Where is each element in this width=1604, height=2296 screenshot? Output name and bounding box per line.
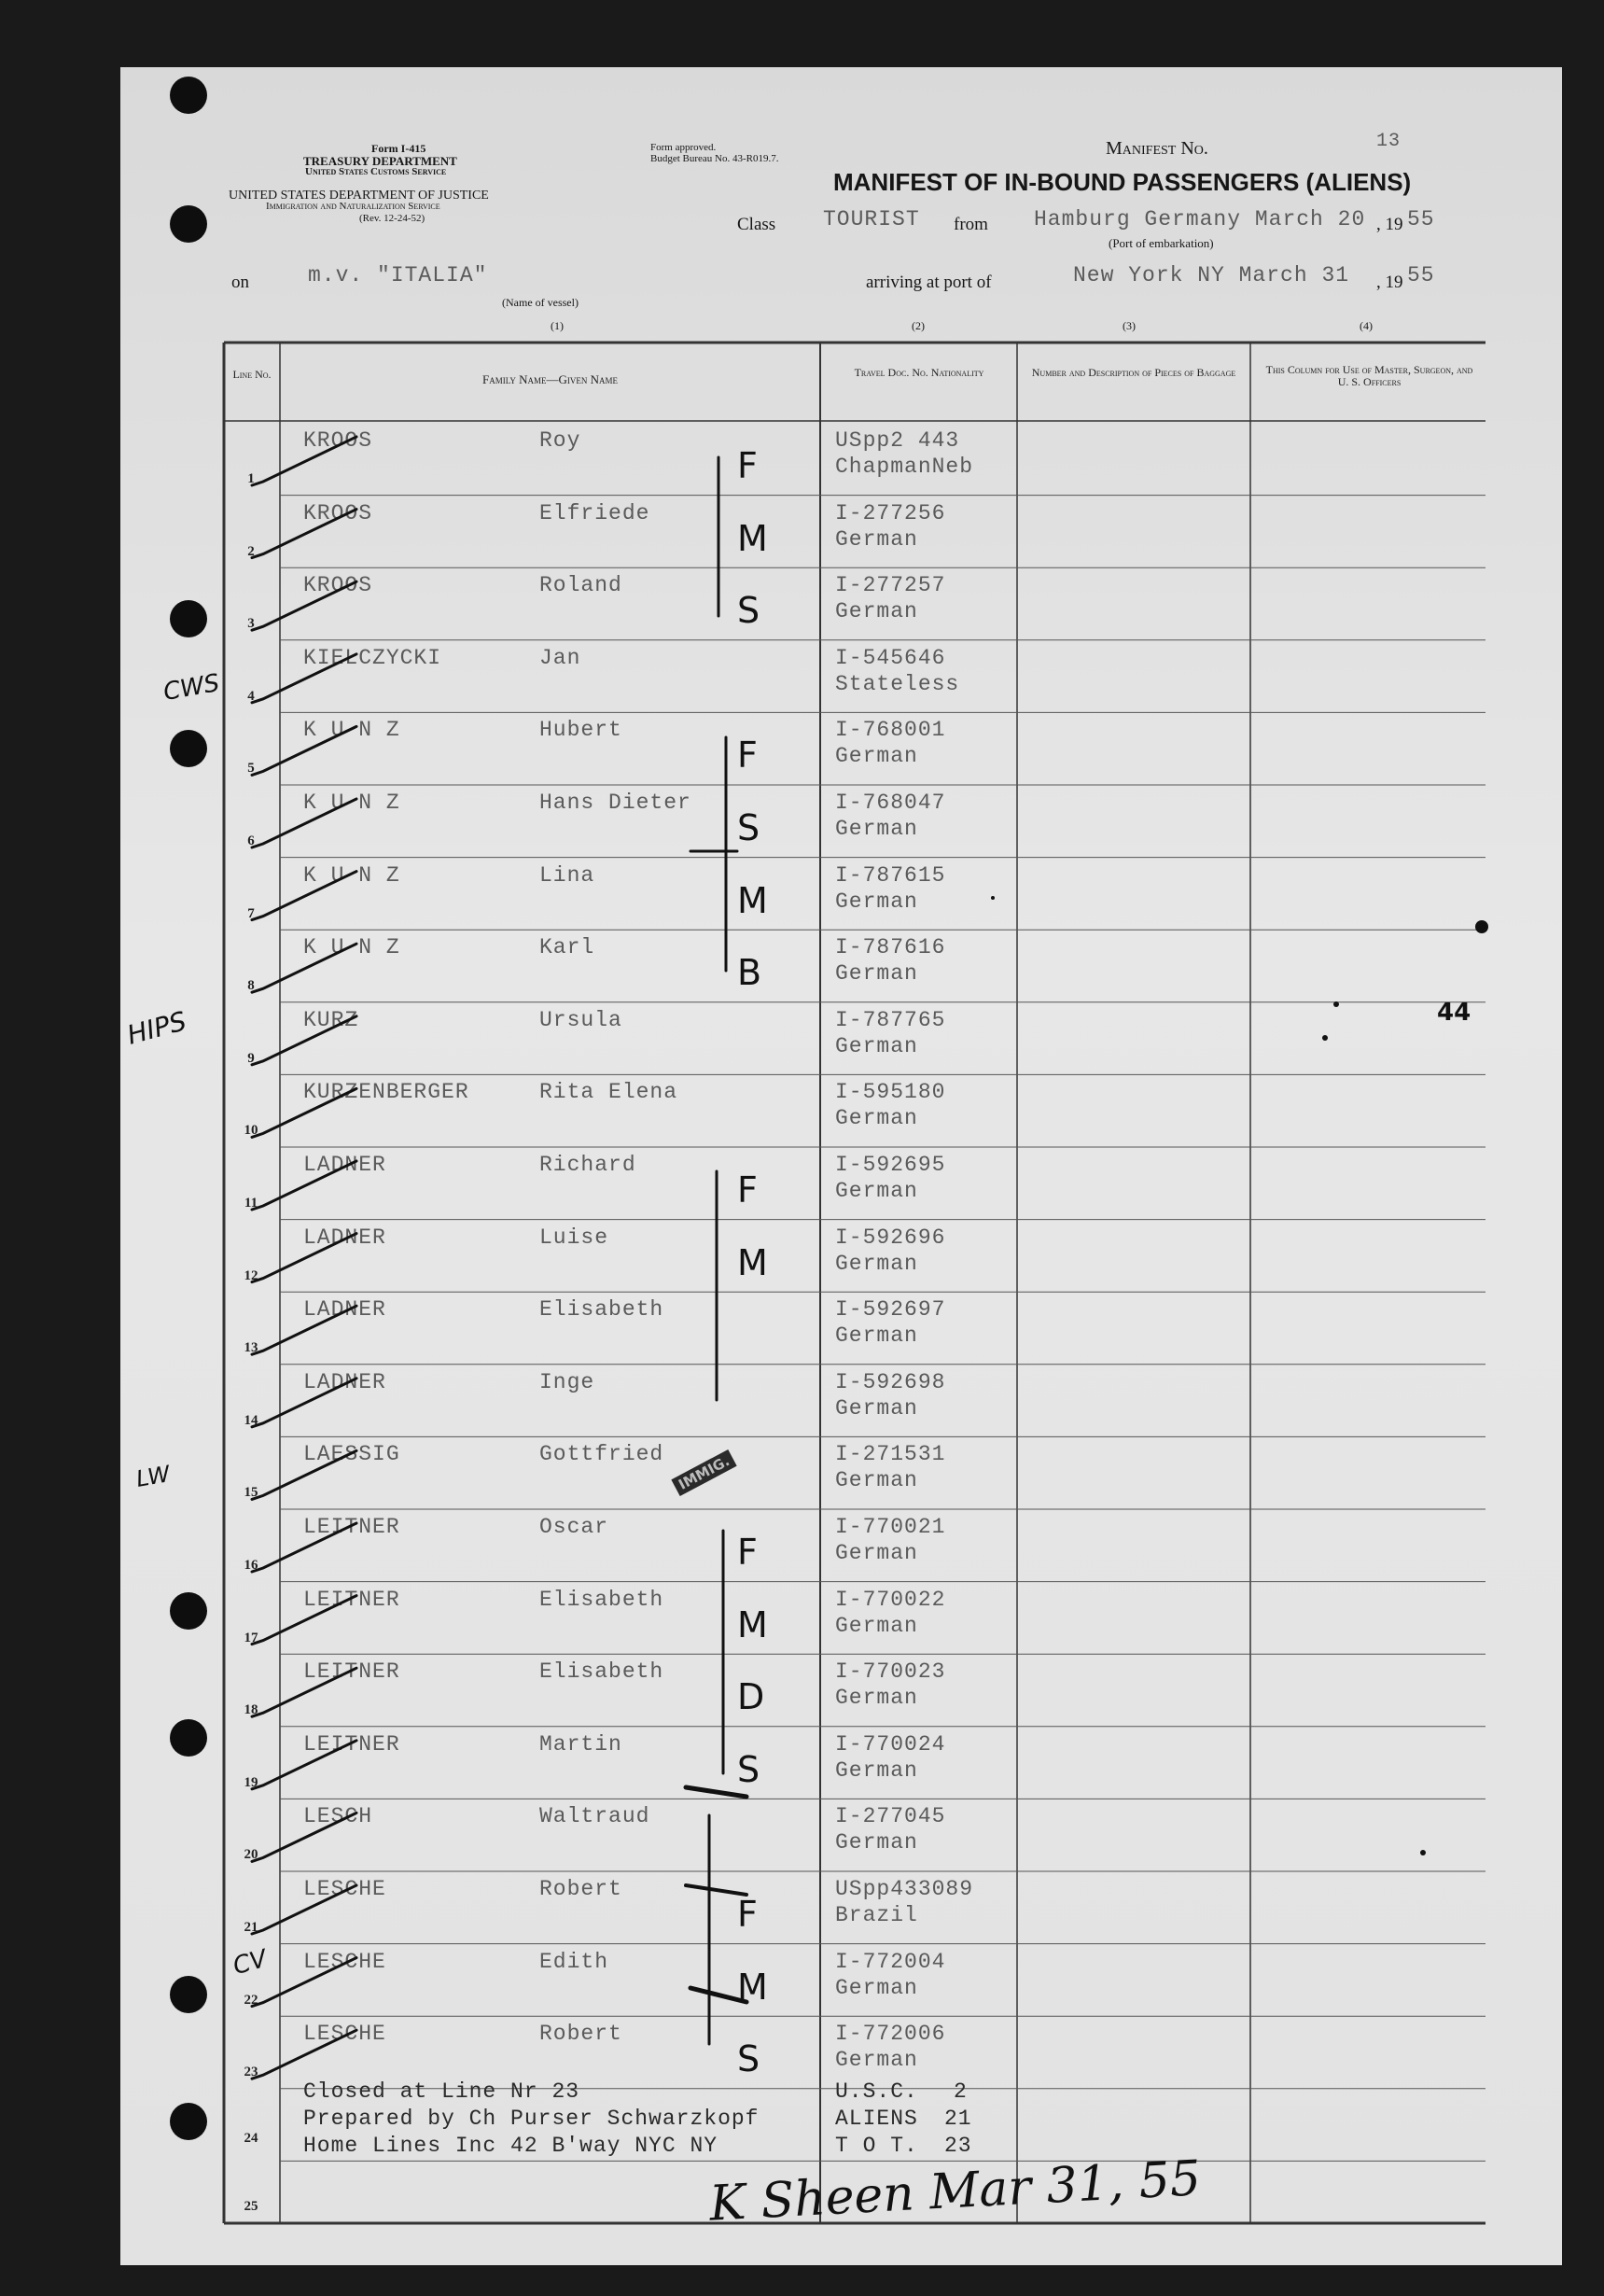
given-name: Inge bbox=[539, 1369, 595, 1394]
check-mark bbox=[252, 510, 356, 558]
relation-mark: S bbox=[737, 590, 760, 632]
family-name: LADNER bbox=[303, 1153, 386, 1177]
nationality: German bbox=[835, 1323, 918, 1349]
check-mark bbox=[252, 872, 356, 920]
check-mark bbox=[252, 1234, 356, 1282]
given-name: Oscar bbox=[539, 1515, 609, 1539]
nationality: German bbox=[835, 1395, 918, 1421]
family-name: LESCHE bbox=[303, 2022, 386, 2047]
travel-doc-number: I-770021 bbox=[835, 1515, 946, 1539]
nationality: German bbox=[835, 1106, 918, 1131]
family-name: K U N Z bbox=[303, 935, 400, 960]
relation-mark: M bbox=[737, 1241, 768, 1283]
ins-service: Immigration and Naturalization Service bbox=[266, 201, 440, 212]
relation-mark: M bbox=[737, 517, 768, 559]
line-number: 5 bbox=[247, 761, 255, 777]
relation-mark: M bbox=[737, 879, 768, 921]
handwritten-44: 44 bbox=[1437, 999, 1471, 1027]
handwritten-cws: CWS bbox=[160, 668, 222, 707]
vessel-name: m.v. "ITALIA" bbox=[308, 263, 488, 287]
year2-value: 55 bbox=[1407, 263, 1435, 287]
nationality: German bbox=[835, 2048, 918, 2073]
nationality: German bbox=[835, 744, 918, 769]
line-number: 15 bbox=[244, 1485, 258, 1501]
usc-count: 2 bbox=[954, 2079, 968, 2104]
line-number: 12 bbox=[244, 1267, 258, 1283]
travel-doc-number: I-592697 bbox=[835, 1297, 946, 1323]
class-label: Class bbox=[737, 215, 776, 234]
nationality: Stateless bbox=[835, 671, 960, 696]
from-value: Hamburg Germany March 20 bbox=[1034, 207, 1366, 231]
line-number: 23 bbox=[244, 2065, 258, 2080]
given-name: Robert bbox=[539, 1877, 622, 1901]
header-officer-use: This Column for Use of Master, Surgeon, and U. S. Officers bbox=[1265, 363, 1473, 388]
year1-value: 55 bbox=[1407, 207, 1435, 231]
officer-signature: K Sheen Mar 31, 55 bbox=[707, 2150, 1203, 2233]
check-mark bbox=[252, 1088, 356, 1137]
check-mark bbox=[252, 1161, 356, 1210]
nationality: German bbox=[835, 1541, 918, 1565]
travel-doc-number: I-595180 bbox=[835, 1080, 946, 1105]
customs-service: United States Customs Service bbox=[305, 166, 447, 177]
check-mark bbox=[252, 1306, 356, 1354]
given-name: Waltraud bbox=[539, 1804, 650, 1829]
check-mark bbox=[252, 1523, 356, 1572]
check-mark bbox=[252, 2030, 356, 2079]
arriving-value: New York NY March 31 bbox=[1073, 263, 1350, 287]
nationality: German bbox=[835, 817, 918, 841]
travel-doc-number: I-545646 bbox=[835, 645, 946, 670]
line-number-25: 25 bbox=[244, 2199, 258, 2214]
given-name: Jan bbox=[539, 645, 581, 670]
line-number: 22 bbox=[244, 1992, 258, 2008]
nationality: German bbox=[835, 1757, 918, 1783]
budget-bureau: Budget Bureau No. 43-R019.7. bbox=[650, 153, 779, 164]
relation-mark: M bbox=[737, 1966, 768, 2008]
family-name: LEITNER bbox=[303, 1515, 400, 1539]
travel-doc-number: I-768047 bbox=[835, 791, 946, 815]
given-name: Rita Elena bbox=[539, 1080, 678, 1105]
given-name: Hubert bbox=[539, 718, 622, 743]
family-name: LESCHE bbox=[303, 1949, 386, 1974]
line-number-24: 24 bbox=[244, 2131, 258, 2146]
given-name: Ursula bbox=[539, 1007, 622, 1032]
nationality: German bbox=[835, 961, 918, 987]
year2-prefix: , 19 bbox=[1376, 273, 1403, 292]
travel-doc-number: I-592698 bbox=[835, 1369, 946, 1394]
manifest-no-value: 13 bbox=[1376, 131, 1402, 152]
check-mark bbox=[252, 799, 356, 847]
given-name: Elisabeth bbox=[539, 1297, 664, 1323]
relation-mark: F bbox=[737, 1532, 758, 1573]
family-name: LEITNER bbox=[303, 1587, 400, 1612]
family-name: KURZ bbox=[303, 1007, 359, 1032]
col-number-1: (1) bbox=[551, 319, 564, 332]
family-name: KROOS bbox=[303, 573, 373, 598]
line-number: 10 bbox=[244, 1123, 258, 1139]
travel-doc-number: I-277045 bbox=[835, 1804, 946, 1829]
relation-mark: S bbox=[737, 1748, 760, 1790]
line-number: 21 bbox=[244, 1920, 258, 1935]
from-label: from bbox=[954, 215, 988, 234]
given-name: Edith bbox=[539, 1949, 609, 1974]
aliens-count: 21 bbox=[944, 2107, 972, 2131]
nationality: German bbox=[835, 599, 918, 624]
on-label: on bbox=[231, 273, 249, 292]
travel-doc-number: I-770022 bbox=[835, 1587, 946, 1612]
family-name: LESCHE bbox=[303, 1877, 386, 1901]
travel-doc-number: USpp2 443 bbox=[835, 428, 960, 453]
manifest-no-label: Manifest No. bbox=[1106, 138, 1208, 159]
line-number: 20 bbox=[244, 1847, 258, 1863]
shipping-line: Home Lines Inc 42 B'way NYC NY bbox=[303, 2134, 718, 2158]
travel-doc-number: I-772004 bbox=[835, 1949, 946, 1974]
check-mark bbox=[252, 1741, 356, 1789]
nationality: ChapmanNeb bbox=[835, 455, 974, 479]
line-number: 3 bbox=[247, 616, 255, 632]
line-number: 13 bbox=[244, 1340, 258, 1356]
travel-doc-number: I-770023 bbox=[835, 1659, 946, 1685]
line-number: 7 bbox=[247, 905, 255, 921]
check-mark bbox=[252, 1016, 356, 1065]
family-name: KROOS bbox=[303, 428, 373, 453]
family-name: KURZENBERGER bbox=[303, 1080, 469, 1105]
given-name: Roland bbox=[539, 573, 622, 598]
check-mark bbox=[252, 1668, 356, 1716]
revision-date: (Rev. 12-24-52) bbox=[359, 213, 425, 224]
check-mark bbox=[252, 654, 356, 703]
line-number: 18 bbox=[244, 1702, 258, 1718]
given-name: Karl bbox=[539, 935, 595, 960]
given-name: Luise bbox=[539, 1225, 609, 1250]
family-name: LESCH bbox=[303, 1804, 373, 1829]
col-number-4: (4) bbox=[1360, 319, 1373, 332]
travel-doc-number: I-787616 bbox=[835, 935, 946, 960]
handwritten-cv: CV bbox=[230, 1944, 271, 1981]
family-name: LEITNER bbox=[303, 1659, 400, 1685]
justice-dept: UNITED STATES DEPARTMENT OF JUSTICE bbox=[229, 189, 489, 203]
nationality: German bbox=[835, 1468, 918, 1493]
header-baggage: Number and Description of Pieces of Baggage bbox=[1031, 366, 1236, 379]
line-number: 1 bbox=[247, 471, 255, 486]
travel-doc-number: I-592695 bbox=[835, 1153, 946, 1177]
nationality: German bbox=[835, 1613, 918, 1638]
family-name: LADNER bbox=[303, 1369, 386, 1394]
check-mark bbox=[252, 726, 356, 775]
relation-mark: M bbox=[737, 1603, 768, 1645]
arriving-label: arriving at port of bbox=[866, 273, 992, 292]
check-mark bbox=[252, 437, 356, 485]
check-mark bbox=[252, 1596, 356, 1645]
nationality: German bbox=[835, 1251, 918, 1276]
given-name: Hans Dieter bbox=[539, 791, 691, 815]
year1-prefix: , 19 bbox=[1376, 215, 1403, 234]
travel-doc-number: I-271531 bbox=[835, 1442, 946, 1467]
form-approved: Form approved. bbox=[650, 142, 717, 153]
check-mark bbox=[252, 581, 356, 630]
given-name: Richard bbox=[539, 1153, 636, 1177]
nationality: German bbox=[835, 1033, 918, 1058]
nationality: German bbox=[835, 889, 918, 914]
family-name: LEITNER bbox=[303, 1731, 400, 1757]
given-name: Gottfried bbox=[539, 1442, 664, 1467]
relation-mark: S bbox=[737, 2038, 760, 2080]
travel-doc-number: I-772006 bbox=[835, 2022, 946, 2047]
relation-mark: F bbox=[737, 445, 758, 486]
nationality: German bbox=[835, 1179, 918, 1203]
given-name: Elfriede bbox=[539, 500, 650, 525]
line-number: 8 bbox=[247, 978, 255, 994]
check-mark bbox=[252, 1379, 356, 1427]
family-name: K U N Z bbox=[303, 791, 400, 815]
nationality: German bbox=[835, 526, 918, 552]
closed-at-line: Closed at Line Nr 23 bbox=[303, 2079, 580, 2104]
line-number: 9 bbox=[247, 1050, 255, 1066]
line-number: 11 bbox=[244, 1196, 258, 1211]
line-number: 16 bbox=[244, 1558, 258, 1573]
check-mark bbox=[252, 1813, 356, 1861]
family-name: KIELCZYCKI bbox=[303, 645, 442, 670]
family-name: K U N Z bbox=[303, 862, 400, 888]
travel-doc-number: I-787615 bbox=[835, 862, 946, 888]
relation-mark: B bbox=[737, 952, 762, 994]
relation-mark: F bbox=[737, 735, 758, 777]
port-embark-caption: (Port of embarkation) bbox=[1109, 236, 1214, 250]
family-name: K U N Z bbox=[303, 718, 400, 743]
line-number: 4 bbox=[247, 688, 255, 704]
family-name: LAESSIG bbox=[303, 1442, 400, 1467]
header-travel-doc: Travel Doc. No. Nationality bbox=[854, 366, 984, 379]
family-name: LADNER bbox=[303, 1225, 386, 1250]
family-name: LADNER bbox=[303, 1297, 386, 1323]
usc-label: U.S.C. bbox=[835, 2079, 918, 2104]
family-name: KROOS bbox=[303, 500, 373, 525]
total-label: T O T. bbox=[835, 2134, 918, 2158]
page-title: MANIFEST OF IN-BOUND PASSENGERS (ALIENS) bbox=[833, 168, 1412, 196]
line-number: 19 bbox=[244, 1774, 258, 1790]
immigration-stamp: IMMIG. bbox=[671, 1449, 736, 1496]
relation-mark: S bbox=[737, 807, 760, 848]
line-number: 6 bbox=[247, 833, 255, 848]
check-mark bbox=[252, 944, 356, 992]
travel-doc-number: I-277256 bbox=[835, 500, 946, 525]
given-name: Lina bbox=[539, 862, 595, 888]
given-name: Roy bbox=[539, 428, 581, 453]
relation-mark: F bbox=[737, 1169, 758, 1211]
nationality: Brazil bbox=[835, 1903, 918, 1927]
line-number: 14 bbox=[244, 1412, 258, 1428]
check-mark bbox=[252, 1958, 356, 2007]
travel-doc-number: I-770024 bbox=[835, 1731, 946, 1757]
line-number: 17 bbox=[244, 1630, 258, 1645]
relation-mark: D bbox=[737, 1676, 765, 1718]
class-value: TOURIST bbox=[823, 207, 920, 231]
travel-doc-number: USpp433089 bbox=[835, 1877, 974, 1901]
given-name: Robert bbox=[539, 2022, 622, 2047]
nationality: German bbox=[835, 1686, 918, 1711]
given-name: Elisabeth bbox=[539, 1659, 664, 1685]
check-mark bbox=[252, 1450, 356, 1499]
travel-doc-number: I-277257 bbox=[835, 573, 946, 598]
given-name: Elisabeth bbox=[539, 1587, 664, 1612]
given-name: Martin bbox=[539, 1731, 622, 1757]
travel-doc-number: I-787765 bbox=[835, 1007, 946, 1032]
col-number-3: (3) bbox=[1123, 319, 1136, 332]
vessel-caption: (Name of vessel) bbox=[502, 296, 579, 309]
form-number: Form I-415 bbox=[371, 142, 426, 155]
col-number-2: (2) bbox=[912, 319, 925, 332]
line-number: 2 bbox=[247, 543, 255, 559]
header-name: Family Name—Given Name bbox=[482, 372, 618, 386]
handwritten-hips: HIPS bbox=[123, 1005, 190, 1051]
travel-doc-number: I-768001 bbox=[835, 718, 946, 743]
nationality: German bbox=[835, 1830, 918, 1855]
nationality: German bbox=[835, 1975, 918, 2000]
travel-doc-number: I-592696 bbox=[835, 1225, 946, 1250]
handwritten-lw: LW bbox=[133, 1461, 173, 1492]
prepared-by: Prepared by Ch Purser Schwarzkopf bbox=[303, 2107, 760, 2131]
relation-mark: F bbox=[737, 1894, 758, 1935]
check-mark bbox=[252, 1885, 356, 1934]
aliens-label: ALIENS bbox=[835, 2107, 918, 2131]
total-count: 23 bbox=[944, 2134, 972, 2158]
header-line-no: Line No. bbox=[232, 368, 272, 381]
treasury-dept: TREASURY DEPARTMENT bbox=[303, 154, 457, 168]
